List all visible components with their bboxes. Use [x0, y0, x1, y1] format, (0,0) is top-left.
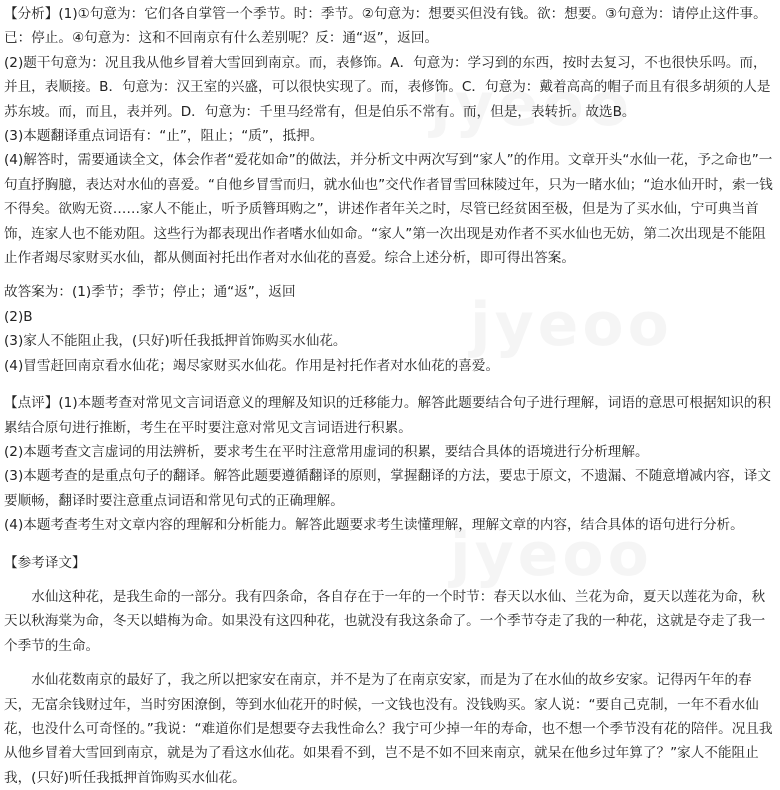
review-part-4: (4)本题考查考生对文章内容的理解和分析能力。解答此题要求考生读懂理解，理解文章的内容，结合具体的语句进行分析。: [4, 517, 744, 534]
review-section: [4, 391, 776, 537]
analysis-part-3: (3)本题翻译重点词语有：“止”，阻止；“质”，抵押。: [4, 128, 324, 145]
analysis-part-1: 【分析】(1)①句意为：它们各自掌管一个季节。时：季节。②句意为：想要买但没有钱。欲：想要。③句意为：请停止这件事。已：停止。④句意为：这和不回南京有什么差别呢？反：通“返”，返回。: [4, 6, 767, 47]
review-part-2: (2)本题考查文言虚词的用法辨析，要求考生在平时注意常用虚词的积累，要结合具体的语境进行分析理解。: [4, 443, 649, 460]
solution-content: [4, 2, 776, 790]
translation-heading: 【参考译文】: [4, 554, 86, 571]
analysis-section: [4, 2, 776, 270]
answer-2: (2)B: [4, 308, 33, 325]
translation-paragraph-1: 水仙这种花，是我生命的一部分。我有四条命，各自存在于一年的一个时节：春天以水仙、兰花为命，夏天以莲花为命，秋天以秋海棠为命，冬天以蜡梅为命。如果没有这四种花，也就没有我这条命了。一个季节夺走了我的一种花，这就是夺走了我一个季节的生命。: [4, 588, 766, 654]
review-part-1: 【点评】(1)本题考查对常见文言词语意义的理解及知识的迁移能力。解答此题要结合句子进行理解，词语的意思可根据知识的积累结合原句进行推断，考生在平时要注意对常见文言词语进行积累。: [4, 395, 771, 436]
answer-3: (3)家人不能阻止我，(只好)听任我抵押首饰购买水仙花。: [4, 333, 347, 350]
translation-section: [4, 551, 776, 790]
analysis-part-2: (2)题干句意为：况且我从他乡冒着大雪回到南京。而，表修饰。A．句意为：学习到的东西，按时去复习，不也很快乐吗。而，并且，表顺接。B．句意为：汉王室的兴盛，可以很快实现了。而，表修饰。C．句意为：戴着高高的帽子而且有很多胡须的人是苏东坡。而，而且，表并列。D．句意为：千里马经常有，但是伯乐不常有。而，但是，表转折。故选B。: [4, 54, 771, 120]
review-part-3: (3)本题考查的是重点句子的翻译。解答此题要遵循翻译的原则，掌握翻译的方法，要忠于原文，不遗漏、不随意增减内容，译文要顺畅，翻译时要注意重点词语和常见句式的正确理解。: [4, 468, 771, 509]
analysis-part-4: (4)解答时，需要通读全文，体会作者“爱花如命”的做法，并分析文中两次写到“家人”的作用。文章开头“水仙一花，予之命也”一句直抒胸臆，表达对水仙的喜爱。“自他乡冒雪而归，就水仙也”交代作者冒雪回秣陵过年，只为一睹水仙；“迨水仙开时，索一钱不得矣。欲购无资……家人不能止，听予质簪珥购之”，讲述作者年关之时，尽管已经贫困至极，但是为了买水仙，宁可典当首饰，连家人也不能劝阻。这些行为都表现出作者嗜水仙如命。“家人”第一次出现是劝作者不买水仙也无妨，第二次出现是不能阻止作者竭尽家财买水仙，都从侧面衬托出作者对水仙花的喜爱。综合上述分析，即可得出答案。: [4, 152, 773, 267]
answer-section: [4, 280, 776, 378]
translation-paragraph-2: 水仙花数南京的最好了，我之所以把家安在南京，并不是为了在南京安家，而是为了在水仙的故乡安家。记得丙午年的春天，无富余钱财过年，当时穷困潦倒，等到水仙花开的时候，一文钱也没有。没钱购买。家人说：“要自己克制，一年不看水仙花，也没什么可奇怪的。”我说：“难道你们是想要夺去我性命么？我宁可少掉一年的寿命，也不想一个季节没有花的陪伴。况且我从他乡冒着大雪回到南京，就是为了看这水仙花。如果看不到，岂不是不如不回来南京，就呆在他乡过年算了？”家人不能阻止我，(只好)听任我抵押首饰购买水仙花。: [4, 672, 773, 786]
answer-1: 故答案为：(1)季节；季节；停止；通“返”，返回: [4, 284, 296, 301]
answer-4: (4)冒雪赶回南京看水仙花；竭尽家财买水仙花。作用是衬托作者对水仙花的喜爱。: [4, 357, 500, 374]
